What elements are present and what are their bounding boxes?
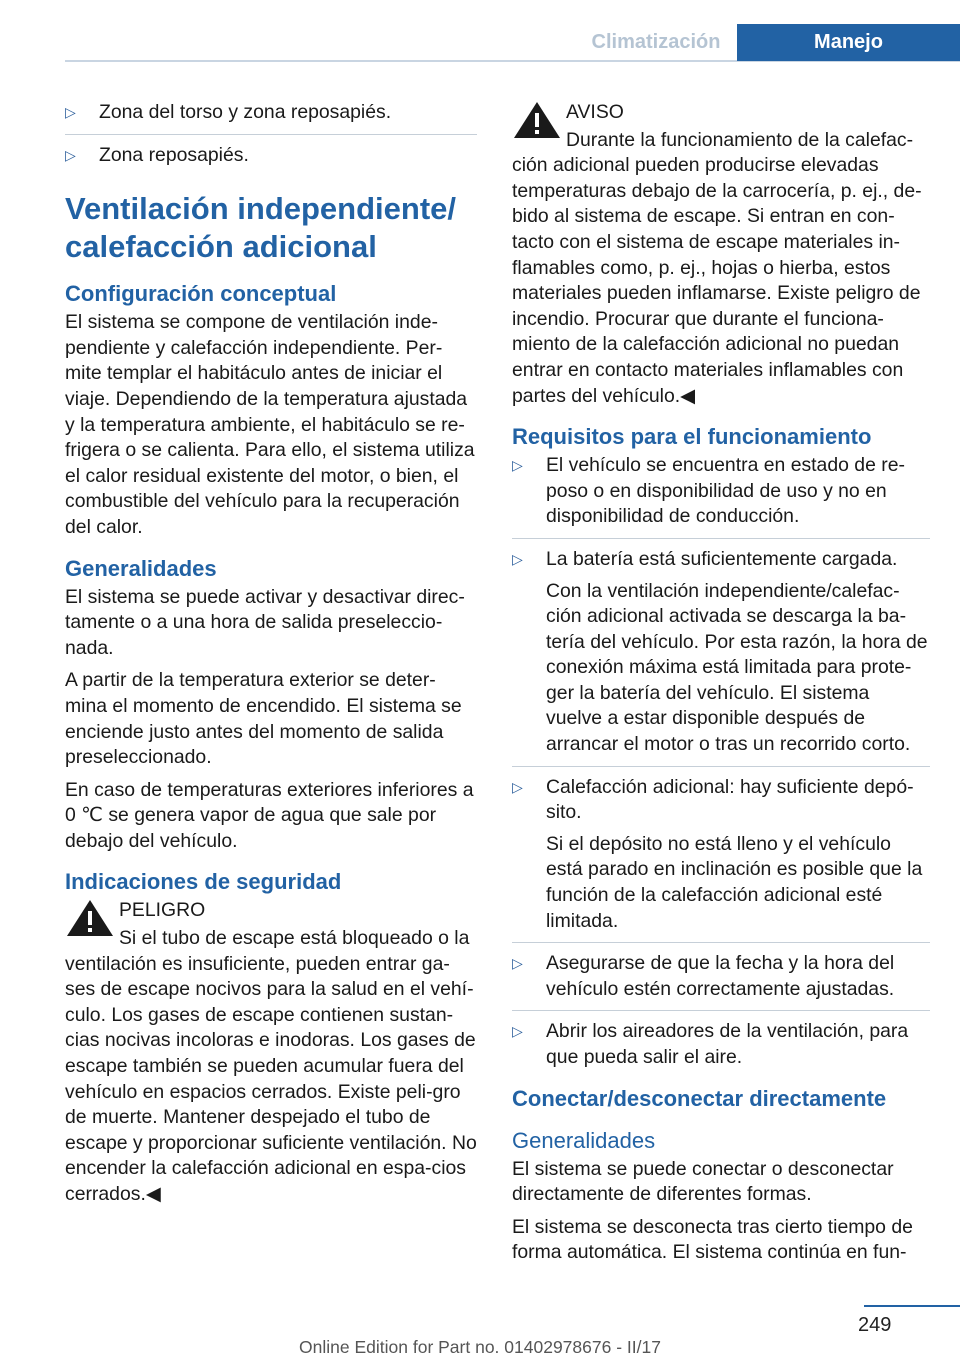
- section-title: Ventilación independiente/ calefacción adicional: [65, 191, 457, 265]
- right-column: [512, 100, 930, 1273]
- list-item: ▷ Calefacción adicional: hay suficiente depó-sito. Si el depósito no está lleno y el vehículo está parado en inclinación es posible que la función de la calefacción adicional esté limitada.: [512, 775, 923, 932]
- edition-footer: Online Edition for Part no. 01402978676 - II/17: [299, 1337, 661, 1357]
- footer-rule: [864, 1305, 960, 1307]
- divider: [512, 942, 930, 943]
- list-item: ▷ Zona reposapiés.: [65, 143, 477, 169]
- heading-connect: Conectar/desconectar directamente: [512, 1085, 887, 1111]
- divider: [512, 538, 930, 539]
- tab-climatizacion[interactable]: Climatización: [591, 31, 721, 53]
- heading-general: Generalidades: [65, 555, 217, 581]
- warning-title: AVISO: [566, 101, 624, 123]
- heading-requirements: Requisitos para el funcionamiento: [512, 424, 872, 450]
- list-item: ▷ Zona del torso y zona reposapiés.: [65, 100, 477, 126]
- paragraph: A partir de la temperatura exterior se deter-mina el momento de encendido. El sistema se enciende justo antes del momento de salida preseleccionado.: [65, 669, 462, 769]
- divider: [512, 1010, 930, 1011]
- page-number: 249: [858, 1314, 892, 1336]
- triangle-right-icon: ▷: [512, 955, 523, 972]
- divider: [512, 766, 930, 767]
- warning-block: [65, 898, 477, 1207]
- list-item: ▷ El vehículo se encuentra en estado de re-poso o en disponibilidad de uso y no en disponibilidad de conducción.: [512, 454, 905, 528]
- paragraph: El sistema se desconecta tras cierto tiempo de forma automática. El sistema continúa en fun-: [512, 1215, 913, 1264]
- list-item: ▷ Abrir los aireadores de la ventilación, para que pueda salir el aire.: [512, 1020, 909, 1068]
- paragraph: El sistema se puede activar y desactivar direc-tamente o a una hora de salida preseleccio-nada.: [65, 585, 465, 659]
- divider: [65, 134, 477, 135]
- triangle-right-icon: ▷: [65, 104, 76, 120]
- warning-text: Si el tubo de escape está bloqueado o la ventilación es insuficiente, pueden entrar ga-ses de escape nocivos para la salud en el vehí-culo. Los gases de escape contienen sustan-cias nocivas incoloras e inodoras. Los gases de escape también se pueden acumular fuera del vehículo en espacios cerrados. Existe peli-gro de muerte. Mantener despejado el tubo de escape y proporcionar suficiente ventilación. No encender la calefacción adicional en espa-cios cerrados.◀: [65, 927, 477, 1205]
- warning-block: [512, 100, 930, 409]
- paragraph: En caso de temperaturas exteriores inferiores a 0 ℃ se genera vapor de agua que sale por debajo del vehículo.: [65, 778, 474, 852]
- list-item: ▷ La batería está suficientemente cargada. Con la ventilación independiente/calefac-ción adicional activada se descarga la ba-tería del vehículo. Por esta razón, la hora de conexión máxima está limitada para prote-ger la batería del vehículo. El sistema vuelve a estar disponible después de arrancar el motor o tras un recorrido corto.: [512, 547, 928, 756]
- triangle-right-icon: ▷: [512, 550, 523, 567]
- paragraph: El sistema se compone de ventilación inde-pendiente y calefacción independiente. Per-mite templar el habitáculo antes de iniciar el viaje. Dependiendo de la temperatura ajustada y la temperatura ambiente, el habitáculo se re-frigera o se calienta. Para ello, el sistema utiliza el calor residual existente del motor, o bien, el combustible del vehículo para la recuperación del calor.: [65, 311, 475, 538]
- triangle-right-icon: ▷: [65, 146, 76, 163]
- warning-text: Durante la funcionamiento de la calefac-ción adicional pueden producirse elevadas temperaturas debajo de la carrocería, p. ej., de-bido al sistema de escape. Si entran en con-tacto con el sistema de escape materiales in-flamables como, p. ej., hojas o hierba, estos materiales pueden inflamarse. Existe peligro de incendio. Procurar que durante el funciona-miento de la calefacción adicional no puedan entrar en contacto materiales inflamables con partes del vehículo.◀: [512, 128, 922, 407]
- triangle-right-icon: ▷: [512, 778, 523, 795]
- left-column: [65, 100, 477, 1208]
- warning-triangle-icon: [512, 100, 562, 140]
- warning-triangle-icon: [65, 898, 115, 938]
- triangle-right-icon: ▷: [512, 457, 523, 474]
- warning-title: PELIGRO: [119, 899, 206, 922]
- heading-config: Configuración conceptual: [65, 281, 337, 307]
- triangle-right-icon: ▷: [512, 1023, 523, 1040]
- list-item: ▷ Asegurarse de que la fecha y la hora del vehículo estén correctamente ajustadas.: [512, 952, 895, 1000]
- heading-general: Generalidades: [512, 1127, 656, 1153]
- heading-safety: Indicaciones de seguridad: [65, 869, 342, 895]
- paragraph: El sistema se puede conectar o desconectar directamente de diferentes formas.: [512, 1157, 894, 1206]
- tab-manejo[interactable]: Manejo: [737, 24, 960, 61]
